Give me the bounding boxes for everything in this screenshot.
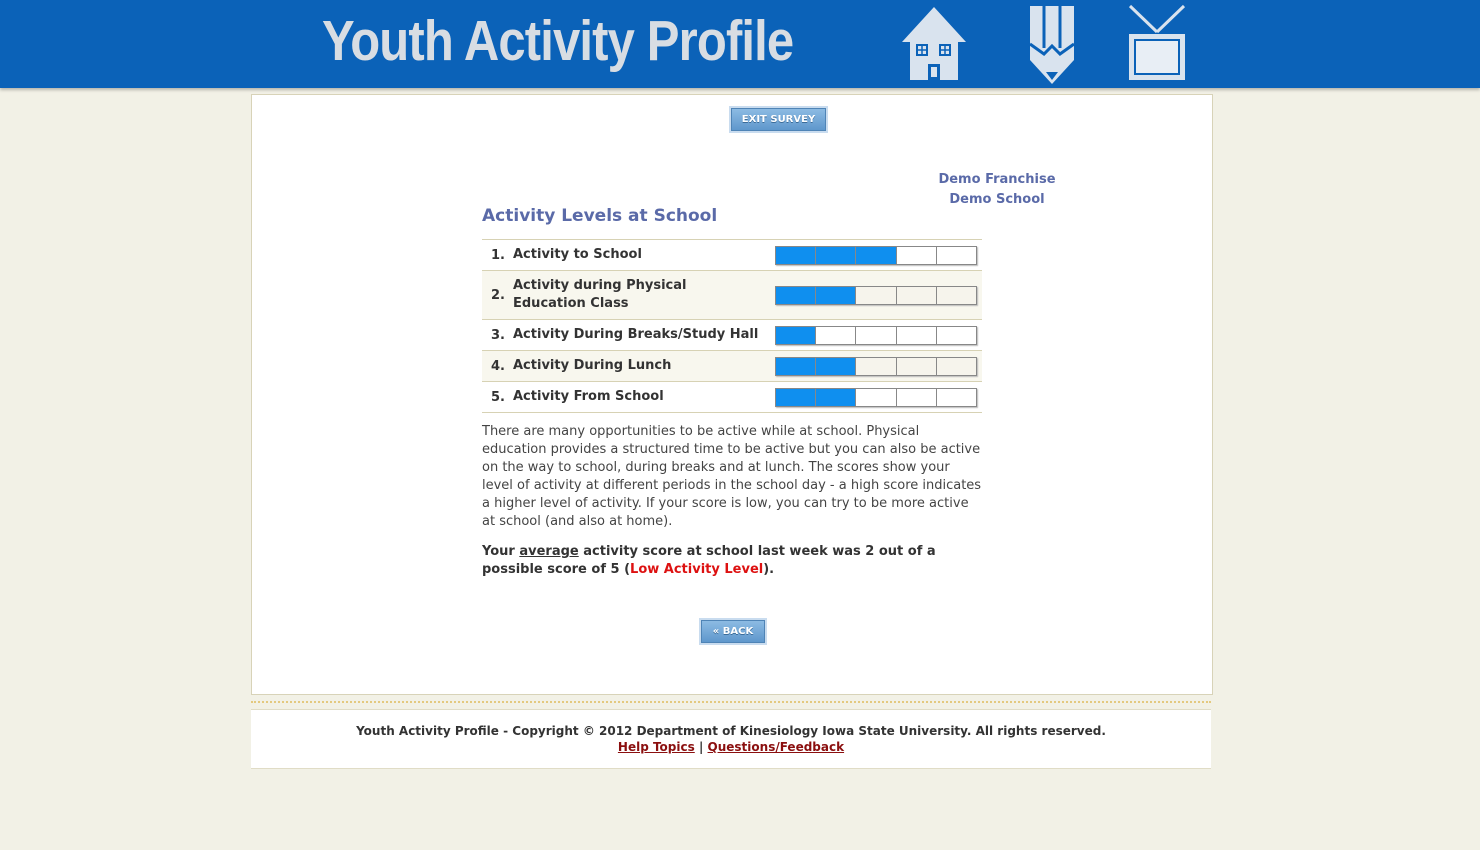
score-segment-filled <box>816 358 856 375</box>
activity-description: There are many opportunities to be active while at school. Physical education provides a structured time to be active but you can also be active on the way to school, during breaks and at lunch. The scores show your level of activity at different periods in the school day - a high score indicates a higher level of activity. If your score is low, you can try to be more active at school (and also at home). <box>482 424 982 529</box>
score-segment-filled <box>776 327 816 344</box>
summary-text-3: ). <box>763 562 775 577</box>
activity-number: 5. <box>491 389 505 405</box>
site-title: Youth Activity Profile <box>322 9 794 73</box>
score-segment-filled <box>776 358 816 375</box>
score-segment-filled <box>776 247 816 264</box>
help-topics-link[interactable]: Help Topics <box>617 740 695 754</box>
activity-row <box>482 351 982 382</box>
score-segment-filled <box>856 247 896 264</box>
score-segment-empty <box>856 358 896 375</box>
score-segment-empty <box>937 358 976 375</box>
footer-separator: | <box>698 740 704 754</box>
summary-text-1: Your <box>482 544 520 559</box>
activity-score-bar <box>775 246 977 265</box>
house-icon <box>900 4 968 82</box>
activity-row <box>482 271 982 320</box>
score-segment-empty <box>897 389 937 406</box>
score-segment-empty <box>937 287 976 304</box>
summary-text-2: activity score at school last week was 2 out of a possible score of 5 ( <box>482 544 936 577</box>
pencil-icon <box>1026 4 1078 86</box>
school-name: Demo School <box>949 192 1045 207</box>
exit-survey-button[interactable]: EXIT SURVEY <box>731 108 826 131</box>
site-footer <box>251 709 1211 769</box>
score-segment-empty <box>856 389 896 406</box>
organization-info <box>932 170 1062 210</box>
score-segment-filled <box>816 287 856 304</box>
score-segment-empty <box>816 327 856 344</box>
score-segment-empty <box>897 247 937 264</box>
franchise-name: Demo Franchise <box>938 172 1056 187</box>
score-segment-empty <box>937 389 976 406</box>
score-segment-empty <box>937 327 976 344</box>
activity-row <box>482 382 982 413</box>
activity-score-bar <box>775 286 977 305</box>
activity-score-bar <box>775 357 977 376</box>
activity-level-label: Low Activity Level <box>630 562 764 577</box>
activity-table <box>482 239 982 413</box>
activity-number: 1. <box>491 247 505 263</box>
activity-score-bar <box>775 388 977 407</box>
score-segment-empty <box>937 247 976 264</box>
activity-label: Activity During Lunch <box>513 358 672 373</box>
footer-divider <box>251 701 1211 703</box>
main-panel <box>251 94 1213 695</box>
score-segment-empty <box>856 287 896 304</box>
activity-label: Activity during Physical Education Class <box>513 278 687 311</box>
section-title: Activity Levels at School <box>482 206 718 226</box>
activity-score-bar <box>775 326 977 345</box>
score-segment-filled <box>816 389 856 406</box>
score-segment-empty <box>856 327 896 344</box>
questions-feedback-link[interactable]: Questions/Feedback <box>707 740 845 754</box>
site-header <box>0 0 1480 88</box>
activity-number: 3. <box>491 327 505 343</box>
score-segment-empty <box>897 287 937 304</box>
score-segment-empty <box>897 358 937 375</box>
activity-row <box>482 240 982 271</box>
activity-row <box>482 320 982 351</box>
tv-icon <box>1126 4 1188 84</box>
activity-label: Activity to School <box>513 247 642 262</box>
activity-number: 2. <box>491 287 505 303</box>
activity-label: Activity During Breaks/Study Hall <box>513 327 759 342</box>
score-segment-filled <box>776 287 816 304</box>
average-score-summary <box>482 543 982 579</box>
copyright-text: Youth Activity Profile - Copyright © 2012 Department of Kinesiology Iowa State University. All rights reserved. <box>356 724 1106 738</box>
activity-label: Activity From School <box>513 389 664 404</box>
score-segment-empty <box>897 327 937 344</box>
activity-number: 4. <box>491 358 505 374</box>
score-segment-filled <box>776 389 816 406</box>
back-button[interactable]: « BACK <box>701 620 765 643</box>
score-segment-filled <box>816 247 856 264</box>
summary-average: average <box>519 544 579 559</box>
